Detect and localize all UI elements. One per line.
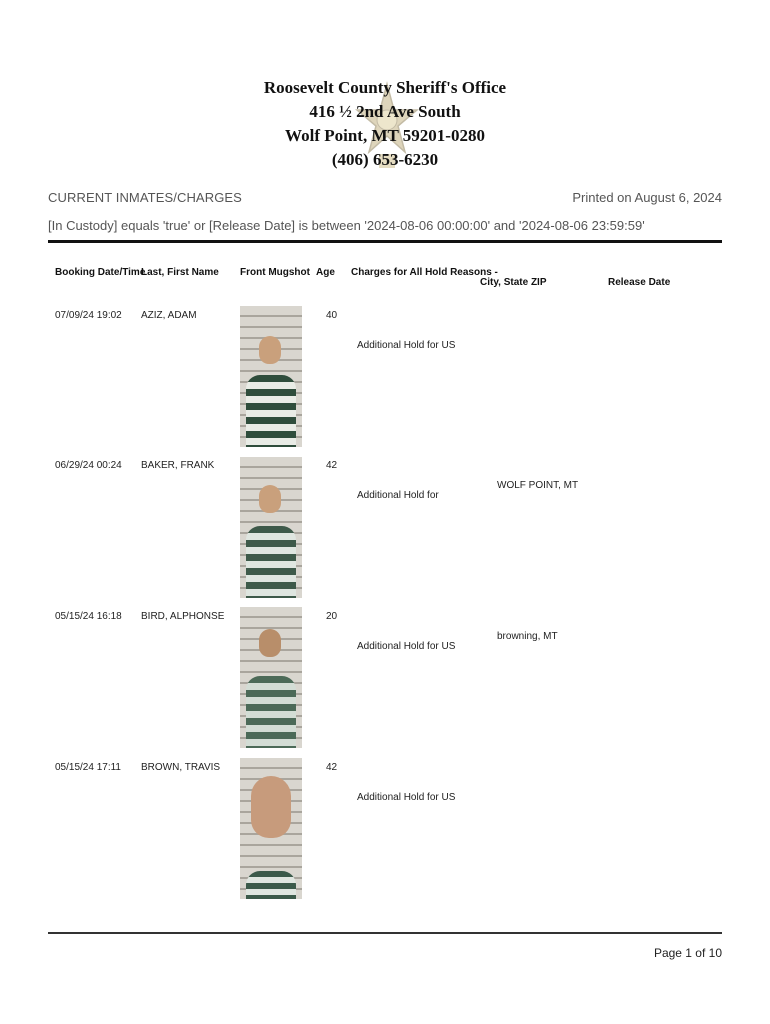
hold-charge: Additional Hold for US xyxy=(357,340,456,351)
city-state: browning, MT xyxy=(497,631,558,642)
inmate-age: 42 xyxy=(326,460,338,471)
mugshot-image xyxy=(240,306,302,447)
column-header-name: Last, First Name xyxy=(141,267,219,278)
hold-charge: Additional Hold for US xyxy=(357,641,456,652)
hold-charge: Additional Hold for US xyxy=(357,792,456,803)
inmate-name: BAKER, FRANK xyxy=(141,460,215,471)
inmate-name: BROWN, TRAVIS xyxy=(141,762,221,773)
city-state: WOLF POINT, MT xyxy=(497,480,579,491)
mugshot-image xyxy=(240,607,302,748)
footer-divider xyxy=(48,932,722,934)
booking-date: 07/09/24 19:02 xyxy=(55,310,122,321)
booking-date: 05/15/24 17:11 xyxy=(55,762,121,773)
column-header-booking: Booking Date/Time xyxy=(55,267,146,278)
report-title: CURRENT INMATES/CHARGES xyxy=(48,190,242,205)
office-header xyxy=(0,76,770,172)
filter-description: [In Custody] equals 'true' or [Release Date] is between '2024-08-06 00:00:00' and '2024-08-06 23:59:59' xyxy=(48,218,645,233)
office-address-line2: Wolf Point, MT 59201-0280 xyxy=(285,126,485,145)
mugshot-image xyxy=(240,457,302,598)
hold-charge: Additional Hold for xyxy=(357,490,439,501)
column-header-charges: Charges for All Hold Reasons - xyxy=(351,267,498,278)
page-number: Page 1 of 10 xyxy=(653,946,722,960)
column-header-release: Release Date xyxy=(608,277,671,288)
column-header-mugshot: Front Mugshot xyxy=(240,267,310,278)
inmate-age: 40 xyxy=(326,310,338,321)
inmate-name: BIRD, ALPHONSE xyxy=(141,611,225,622)
printed-on-date: Printed on August 6, 2024 xyxy=(572,190,722,205)
column-header-city: City, State ZIP xyxy=(480,277,547,288)
office-phone: (406) 653-6230 xyxy=(331,150,439,169)
inmate-name: AZIZ, ADAM xyxy=(141,310,197,321)
office-address-line1: 416 ½ 2nd Ave South xyxy=(309,102,461,121)
inmate-age: 20 xyxy=(326,611,338,622)
mugshot-image xyxy=(240,758,302,899)
office-name: Roosevelt County Sheriff's Office xyxy=(263,78,507,97)
inmate-age: 42 xyxy=(326,762,338,773)
booking-date: 05/15/24 16:18 xyxy=(55,611,122,622)
header-divider xyxy=(48,240,722,243)
column-header-age: Age xyxy=(316,267,335,278)
booking-date: 06/29/24 00:24 xyxy=(55,460,122,471)
